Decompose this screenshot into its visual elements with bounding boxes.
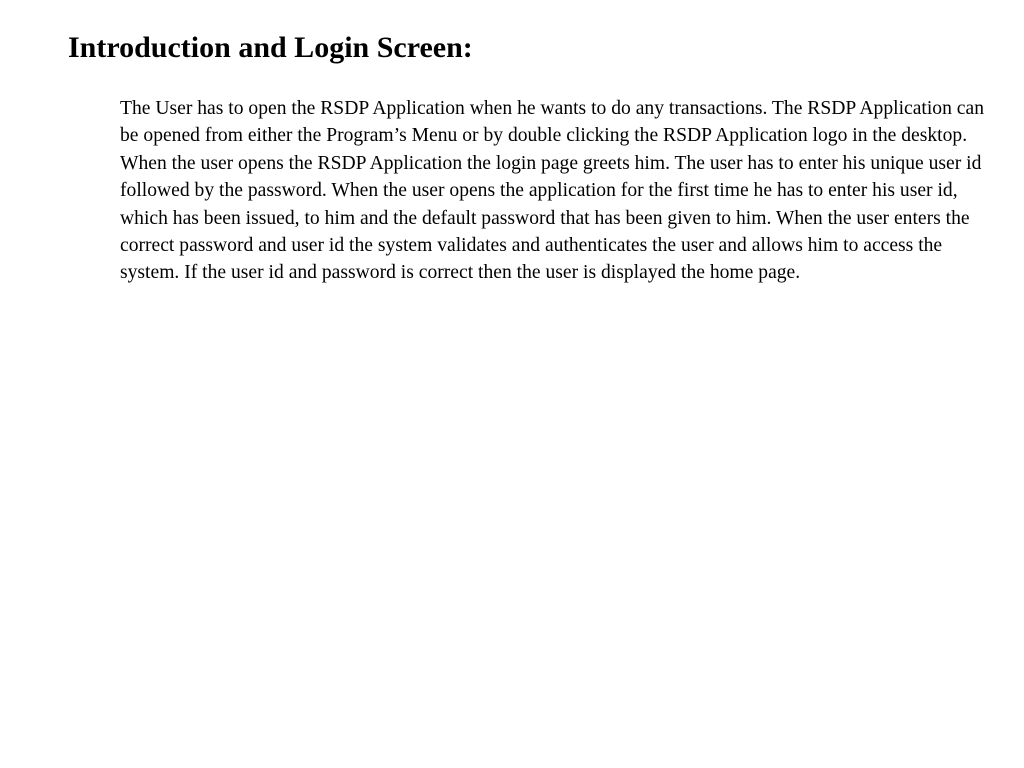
slide-title: Introduction and Login Screen: xyxy=(68,31,473,64)
slide-body-paragraph: The User has to open the RSDP Application when he wants to do any transactions. The RSDP Application can be opened from either the Program’s Menu or by double clicking the RSDP Application logo in the desktop. When the user opens the RSDP Application the login page greets him. The user has to enter his unique user id followed by the password. When the user opens the application for the first time he has to enter his user id, which has been issued, to him and the default password that has been given to him. When the user enters the correct password and user id the system validates and authenticates the user and allows him to access the system. If the user id and password is correct then the user is displayed the home page. xyxy=(120,98,984,284)
